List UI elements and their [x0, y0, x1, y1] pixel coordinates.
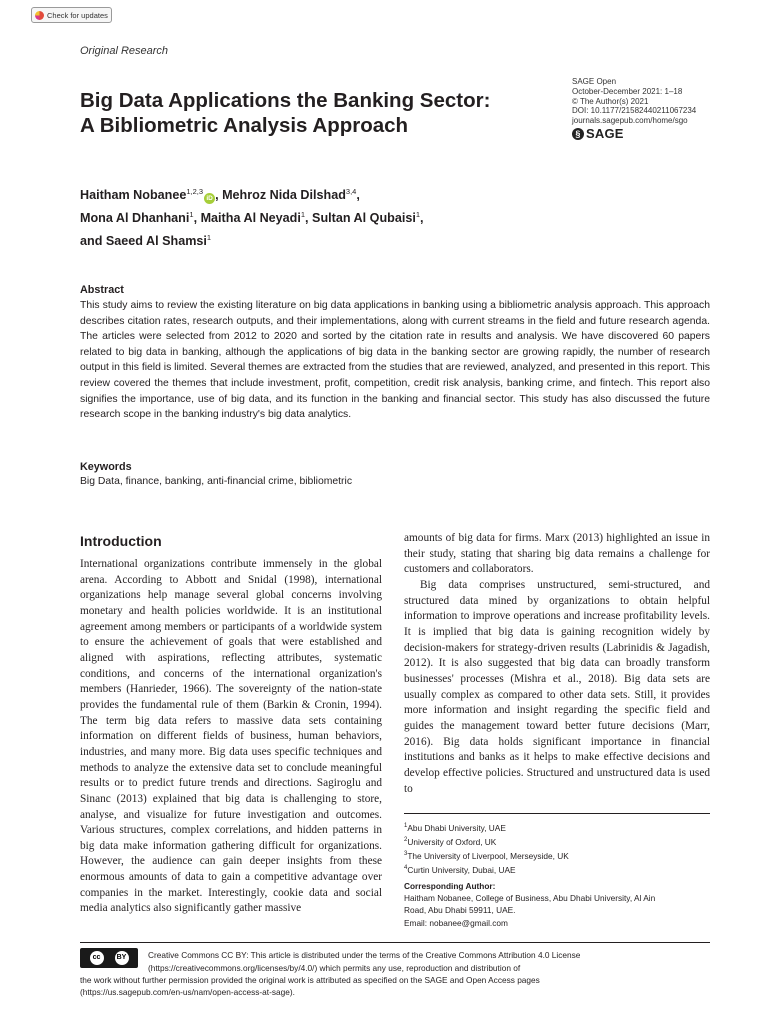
author-name: Sultan Al Qubaisi	[312, 211, 416, 226]
license-text-line: the work without further permission provided the original work is attributed as specified on the SAGE and Open Access pages	[80, 975, 540, 985]
journal-name: SAGE Open	[572, 77, 617, 86]
check-for-updates-label: Check for updates	[47, 10, 108, 20]
author-affiliation-sup: 1	[300, 210, 306, 220]
corresponding-author	[404, 880, 710, 929]
author-list: Haitham Nobanee$^{1,2,3}$iD , Mehroz Nida Dilshad$^{3,4}$, Mona Al Dhanhani$^1$, Maitha Al Neyadi$^1$, Sultan Al Qubaisi$^1$, and Saeed Al Shamsi$^1$	[80, 187, 424, 249]
author-affiliation-sup: 1,2,3	[186, 187, 204, 196]
journal-url-link[interactable]: journals.sagepub.com/home/sgo	[572, 116, 688, 126]
sage-logo	[572, 128, 696, 140]
body-column-right	[404, 531, 710, 797]
orcid-icon[interactable]: iD	[204, 193, 215, 204]
author-affiliation-sup: 1	[206, 233, 212, 243]
affiliations	[404, 820, 569, 876]
copyright: © The Author(s) 2021	[572, 96, 649, 106]
journal-meta	[572, 77, 696, 140]
affiliation-item: $^3$The University of Liverpool, Merseyside, UK	[404, 850, 569, 861]
abstract-heading: Abstract	[80, 284, 124, 296]
author-name: Maitha Al Neyadi	[200, 211, 301, 226]
attribution-icon: BY	[115, 951, 129, 965]
doi-link[interactable]: DOI: 10.1177/21582440211067234	[572, 106, 697, 116]
article-title	[80, 88, 550, 138]
keywords-text: Big Data, finance, banking, anti-financial crime, bibliometric	[80, 476, 353, 487]
license-text-continued	[80, 962, 710, 998]
crossmark-icon	[35, 11, 44, 20]
affiliations-divider	[404, 813, 710, 814]
license-link[interactable]: (https://us.sagepub.com/en-us/nam/open-access-at-sage).	[80, 987, 295, 997]
section-type: Original Research	[80, 45, 169, 57]
publisher-name: SAGE	[586, 126, 624, 142]
corresponding-author-label: Corresponding Author:	[404, 881, 496, 891]
corresponding-author-address: Road, Abu Dhabi 59911, UAE.	[404, 905, 516, 916]
abstract-text: This study aims to review the existing literature on big data applications in banking using a bibliometric analysis approach. This approach describes citation rates, research outputs, and their implementations, along with current streams in the field and future research agenda. The articles were selected from 2012 to 2020 and sorted by the citation rate in results and analysis. We have discovered 60 papers related to big data in banking, although the applications of big data in the banking sector are growing rapidly, the number of research output in this field is limited. Several themes are extracted from the studies that are reviewed, analyzed, and presented in this report. This review covered the themes that include investment, profit, competition, credit risk analysis, banking crime, and fintech. This report also signifies the importance, use of big data, and its function in the banking and financial sector. This study has also discussed the future research scope in the banking industry's big data analytics.	[80, 300, 710, 421]
author-affiliation-sup: 1	[415, 210, 421, 220]
body-column-left	[80, 557, 382, 917]
corresponding-author-address: Haitham Nobanee, College of Business, Abu Dhabi University, Al Ain	[404, 893, 656, 904]
introduction-heading: Introduction	[80, 533, 162, 549]
corresponding-author-email[interactable]: Email: nobanee@gmail.com	[404, 917, 508, 928]
keywords-heading: Keywords	[80, 461, 132, 473]
author-affiliation-sup: 1	[189, 210, 194, 220]
author-name: Mona Al Dhanhani	[80, 211, 190, 226]
author-name: Mehroz Nida Dilshad	[222, 188, 346, 203]
sage-logo-mark-icon: §	[572, 128, 584, 140]
license-divider	[80, 942, 710, 943]
body-paragraph: International organizations contribute immensely in the global arena. According to Abbott and Snidal (1998), international organizations help manage several global concerns involving monetary and health policies worldwide. It is an institutional agreement among members or participants of a worldwide system to ensure the achievement of goals that were established and aligned with aspirations, reflecting attributes, systematic conditions, and concerns of the international organization's members (Hanrieder, 1966). The sovereignty of the nation-state provides the fundamental rule of them (Barkin & Cronin, 1994). The term big data refers to massive data sets containing information on different fields of business, human behaviors, industries, and many more. Big data uses specific techniques and methods to analyze the extensive data set to conclude meaningful results or to predict future trends and directions. Sagiroglu and Sinanc (2013) explained that big data is challenging to store, analyse, and visualize for future investigation and outcomes. Various structures, complex correlations, and hidden patterns in big data make information gathering difficult for organizations. However, the audience can gain deeper insights from these enormous amounts of data to gain a competitive advantage over companies in the market. Interestingly, cookie data and social media analytics also significantly gather massive	[80, 558, 382, 915]
title-line-1: Big Data Applications the Banking Sector:	[80, 89, 491, 112]
body-paragraph: amounts of big data for firms. Marx (2013) highlighted an issue in their study, stating that sharing big data remains a challenge for customers and collaborators.	[404, 532, 710, 576]
title-line-2: A Bibliometric Analysis Approach	[80, 114, 409, 137]
author-name: and Saeed Al Shamsi	[80, 234, 207, 249]
affiliation-item: $^2$University of Oxford, UK	[404, 836, 497, 847]
body-paragraph: Big data comprises unstructured, semi-structured, and structured data mined by organizations to obtain helpful information to improve operations and increase profitability levels. It is implied that big data is gaining recognition widely by decision-makers for strategy-driven results (Labrinidis & Jagadish, 2012). It is also suggested that big data can broadly transform businesses' processes (Mishra et al., 2018). Big data sets are usually complex as compared to other data sets. Still, it provides more information and insight regarding the specific field and guides the management toward better future decisions (Marr, 2016). Big data holds significant importance in financial institutions and banks as it helps to make effective decisions and develop effective policies. Structured and unstructured data is used to	[404, 578, 710, 795]
creative-commons-icon: cc	[90, 951, 104, 965]
author-affiliation-sup: 3,4	[345, 187, 357, 196]
check-for-updates-button[interactable]	[31, 7, 112, 23]
journal-issue: October-December 2021: 1–18	[572, 86, 683, 96]
license-link[interactable]: (https://creativecommons.org/licenses/by/4.0/) which permits any use, reproduction and distribution of	[148, 963, 521, 973]
author-name: Haitham Nobanee	[80, 188, 187, 203]
affiliation-item: $^1$Abu Dhabi University, UAE	[404, 822, 506, 833]
affiliation-item: $^4$Curtin University, Dubai, UAE	[404, 864, 516, 875]
license-text: Creative Commons CC BY: This article is distributed under the terms of the Creative Commons Attribution 4.0 License	[148, 950, 581, 960]
